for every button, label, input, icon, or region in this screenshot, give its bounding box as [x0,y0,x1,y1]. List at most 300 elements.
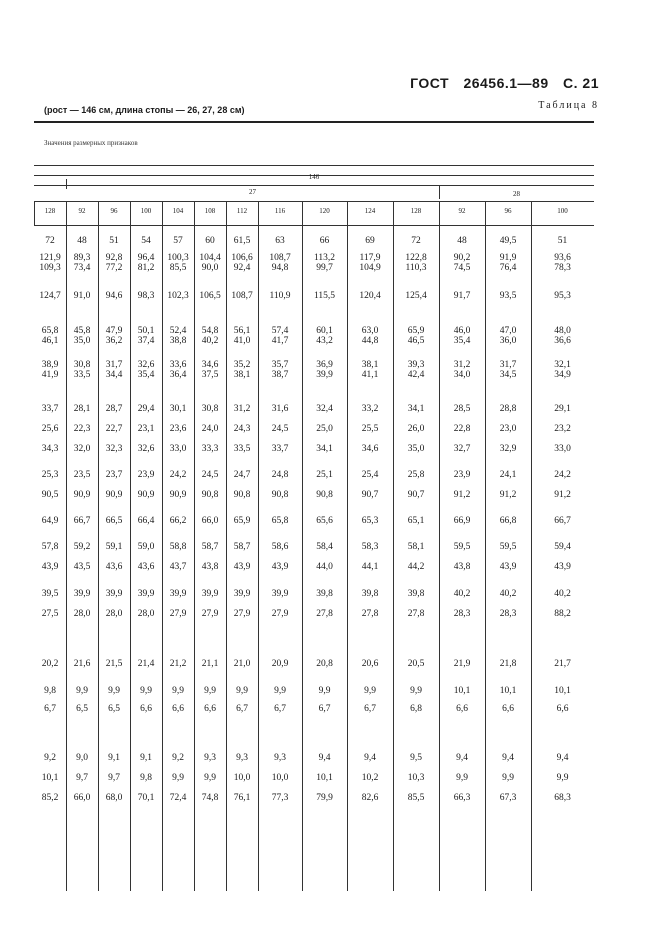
table-cell: 25,8 [407,470,425,480]
table-cell: 66,7 [554,516,571,526]
table-cell: 39,8 [407,589,425,599]
table-cell: 98,3 [137,291,155,301]
table-cell: 39,9 [105,589,123,599]
table-cell: 35,4 [453,336,471,346]
table-cell: 65,1 [407,516,425,526]
column-header: 108 [204,207,216,215]
table-cell: 72,4 [169,793,187,803]
table-cell: 22,7 [105,424,123,434]
table-cell: 66,4 [137,516,155,526]
table-cell: 9,9 [556,773,569,783]
table-cell: 117,9 [359,253,381,263]
table-cell: 21,4 [137,659,155,669]
table-cell: 9,4 [556,753,569,763]
table-cell: 82,6 [361,793,379,803]
table-cell: 6,7 [274,704,286,714]
table-cell: 9,8 [140,773,152,783]
table-cell: 34,1 [407,404,425,414]
table-cell: 108,7 [231,291,253,301]
table-cell: 51 [557,236,568,246]
table-cell: 9,2 [44,753,56,763]
table-cell: 33,5 [233,444,251,454]
table-cell: 27,9 [169,609,187,619]
table-cell: 81,2 [137,263,155,273]
table-cell: 41,7 [271,336,289,346]
table-cell: 9,9 [274,686,286,696]
table-cell: 43,6 [137,562,155,572]
table-cell: 65,8 [41,326,59,336]
table-cell: 34,3 [41,444,59,454]
table-cell: 21,7 [554,659,571,669]
table-cell: 10,1 [453,686,471,696]
table-cell: 10,3 [407,773,425,783]
table-cell: 21,0 [233,659,251,669]
table-cell: 90,8 [316,490,333,500]
table-cell: 93,5 [499,291,517,301]
table-cell: 40,2 [201,336,219,346]
table-cell: 90,8 [233,490,251,500]
table-cell: 28,3 [453,609,471,619]
table-cell: 74,8 [201,793,219,803]
table-cell: 31,7 [105,360,123,370]
table-cell: 25,3 [41,470,59,480]
table-cell: 44,2 [407,562,425,572]
table-cell: 34,9 [554,370,571,380]
table-cell: 10,1 [554,686,571,696]
table-cell: 32,6 [137,360,155,370]
table-cell: 9,9 [456,773,468,783]
table-cell: 41,1 [361,370,379,380]
table-cell: 20,8 [316,659,333,669]
table-cell: 34,5 [499,370,517,380]
table-cell: 50,1 [137,326,155,336]
table-cell: 66,3 [453,793,471,803]
table-cell: 90,2 [453,253,471,263]
column-header: 92 [78,207,86,215]
table-cell: 65,9 [407,326,425,336]
table-cell: 85,5 [407,793,425,803]
table-cell: 21,6 [73,659,91,669]
table-cell: 60,1 [316,326,333,336]
table-cell: 32,3 [105,444,123,454]
column-header: 96 [504,207,512,215]
table-cell: 33,3 [201,444,219,454]
table-cell: 6,6 [204,704,216,714]
table-cell: 6,6 [172,704,184,714]
table-cell: 22,3 [73,424,91,434]
table-cell: 21,5 [105,659,123,669]
table-number: Таблица 8 [538,100,599,111]
table-cell: 39,9 [316,370,333,380]
table-cell: 43,2 [316,336,333,346]
table-caption: Значения размерных признаков [44,139,138,147]
table-cell: 6,6 [456,704,468,714]
table-cell: 77,2 [105,263,123,273]
table-cell: 24,2 [554,470,571,480]
table-cell: 6,6 [556,704,569,714]
group-divider [66,179,67,189]
table-cell: 9,9 [204,686,216,696]
table-cell: 9,4 [502,753,514,763]
table-cell: 34,6 [201,360,219,370]
table-cell: 34,0 [453,370,471,380]
table-cell: 10,1 [41,773,59,783]
table-cell: 60 [205,236,215,246]
table-cell: 35,0 [407,444,425,454]
column-header: 96 [110,207,118,215]
table-cell: 94,8 [271,263,289,273]
table-cell: 43,5 [73,562,91,572]
table-cell: 39,5 [41,589,59,599]
table-cell: 28,7 [105,404,123,414]
table-cell: 57 [173,236,183,246]
table-cell: 108,7 [269,253,291,263]
table-cell: 43,7 [169,562,187,572]
table-cell: 96,4 [137,253,155,263]
table-cell: 6,5 [76,704,88,714]
table-cell: 41,0 [233,336,251,346]
table-cell: 61,5 [233,236,251,246]
table-rule [34,225,594,226]
table-cell: 46,5 [407,336,425,346]
table-cell: 33,2 [361,404,379,414]
table-cell: 90,7 [361,490,379,500]
table-cell: 24,7 [233,470,251,480]
table-cell: 59,5 [453,542,471,552]
table-cell: 40,2 [554,589,571,599]
table-cell: 9,0 [76,753,88,763]
table-cell: 28,0 [105,609,123,619]
table-cell: 33,0 [169,444,187,454]
table-cell: 90,7 [407,490,425,500]
table-cell: 28,0 [137,609,155,619]
table-cell: 20,6 [361,659,379,669]
table-cell: 120,4 [359,291,381,301]
table-cell: 24,8 [271,470,289,480]
table-cell: 9,9 [76,686,88,696]
table-cell: 45,8 [73,326,91,336]
table-cell: 58,7 [233,542,251,552]
table-cell: 43,9 [271,562,289,572]
table-cell: 48 [457,236,467,246]
table-cell: 31,2 [453,360,471,370]
table-cell: 42,4 [407,370,425,380]
table-cell: 85,5 [169,263,187,273]
page-header [400,75,599,91]
table-cell: 74,5 [453,263,471,273]
table-cell: 66,7 [73,516,91,526]
table-cell: 121,9 [39,253,61,263]
table-cell: 9,9 [140,686,152,696]
table-cell: 10,0 [271,773,289,783]
table-cell: 23,0 [499,424,517,434]
table-rule [34,201,594,202]
table-cell: 27,8 [407,609,425,619]
table-cell: 57,4 [271,326,289,336]
table-cell: 77,3 [271,793,289,803]
table-cell: 41,9 [41,370,59,380]
table-cell: 54,8 [201,326,219,336]
table-cell: 26,0 [407,424,425,434]
table-cell: 76,4 [499,263,517,273]
column-header: 124 [364,207,376,215]
table-cell: 31,2 [233,404,251,414]
table-cell: 91,7 [453,291,471,301]
table-cell: 21,9 [453,659,471,669]
table-cell: 70,1 [137,793,155,803]
table-cell: 92,8 [105,253,123,263]
table-cell: 44,0 [316,562,333,572]
table-cell: 40,2 [499,589,517,599]
table-cell: 65,3 [361,516,379,526]
top-rule [34,121,594,123]
table-cell: 90,5 [41,490,59,500]
table-cell: 85,2 [41,793,59,803]
table-cell: 24,1 [499,470,517,480]
table-cell: 6,8 [410,704,422,714]
table-cell: 9,7 [108,773,120,783]
table-cell: 106,6 [231,253,253,263]
table-cell: 90,9 [105,490,123,500]
table-cell: 9,3 [274,753,286,763]
table-cell: 68,3 [554,793,571,803]
column-header: 120 [319,207,330,215]
table-cell: 32,0 [73,444,91,454]
table-cell: 36,9 [316,360,333,370]
table-cell: 32,6 [137,444,155,454]
table-cell: 46,0 [453,326,471,336]
table-cell: 73,4 [73,263,91,273]
table-cell: 34,1 [316,444,333,454]
table-cell: 9,8 [44,686,56,696]
table-cell: 66,0 [201,516,219,526]
table-cell: 39,8 [361,589,379,599]
table-cell: 25,1 [316,470,333,480]
table-cell: 23,9 [453,470,471,480]
table-cell: 59,5 [499,542,517,552]
table-cell: 9,4 [456,753,468,763]
table-cell: 95,3 [554,291,571,301]
table-cell: 24,2 [169,470,187,480]
table-cell: 28,8 [499,404,517,414]
table-cell: 9,3 [236,753,248,763]
column-header: 100 [140,207,152,215]
table-cell: 21,2 [169,659,187,669]
table-cell: 68,0 [105,793,123,803]
table-rule [34,185,594,186]
table-cell: 43,6 [105,562,123,572]
table-cell: 9,9 [172,686,184,696]
table-cell: 30,8 [73,360,91,370]
table-cell: 43,8 [201,562,219,572]
table-cell: 22,8 [453,424,471,434]
table-cell: 32,1 [554,360,571,370]
table-cell: 34,6 [361,444,379,454]
table-cell: 58,3 [361,542,379,552]
table-cell: 58,8 [169,542,187,552]
table-cell: 58,1 [407,542,425,552]
table-cell: 106,5 [199,291,221,301]
table-cell: 23,9 [137,470,155,480]
table-cell: 59,4 [554,542,571,552]
table-cell: 37,4 [137,336,155,346]
table-cell: 9,9 [318,686,331,696]
table-cell: 58,7 [201,542,219,552]
table-cell: 28,5 [453,404,471,414]
table-cell: 124,7 [39,291,61,301]
table-cell: 47,9 [105,326,123,336]
table-cell: 6,7 [236,704,248,714]
table-cell: 6,7 [44,704,56,714]
table-cell: 20,2 [41,659,59,669]
table-cell: 102,3 [167,291,189,301]
table-cell: 27,9 [271,609,289,619]
table-cell: 6,5 [108,704,120,714]
column-divider [34,201,35,225]
table-cell: 9,4 [318,753,331,763]
table-cell: 29,1 [554,404,571,414]
table-cell: 43,9 [233,562,251,572]
table-cell: 39,9 [169,589,187,599]
table-cell: 47,0 [499,326,517,336]
table-cell: 24,5 [271,424,289,434]
table-cell: 6,7 [318,704,331,714]
table-cell: 36,6 [554,336,571,346]
table-cell: 76,1 [233,793,251,803]
table-cell: 25,4 [361,470,379,480]
table-cell: 89,3 [73,253,91,263]
table-cell: 32,7 [453,444,471,454]
table-cell: 66,5 [105,516,123,526]
table-cell: 78,3 [554,263,571,273]
table-cell: 36,2 [105,336,123,346]
table-cell: 57,8 [41,542,59,552]
table-cell: 35,4 [137,370,155,380]
table-cell: 44,1 [361,562,379,572]
table-cell: 20,5 [407,659,425,669]
table-cell: 38,1 [233,370,251,380]
table-cell: 33,0 [554,444,571,454]
table-cell: 109,3 [39,263,61,273]
table-cell: 115,5 [313,291,336,301]
table-cell: 34,4 [105,370,123,380]
table-cell: 40,2 [453,589,471,599]
table-cell: 94,6 [105,291,123,301]
table-cell: 125,4 [405,291,427,301]
table-cell: 66,8 [499,516,517,526]
table-cell: 28,3 [499,609,517,619]
table-cell: 44,8 [361,336,379,346]
table-cell: 91,0 [73,291,91,301]
table-cell: 25,5 [361,424,379,434]
table-cell: 20,9 [271,659,289,669]
table-cell: 48,0 [554,326,571,336]
table-cell: 33,6 [169,360,187,370]
table-cell: 92,4 [233,263,251,273]
table-cell: 27,9 [233,609,251,619]
table-cell: 51 [109,236,119,246]
table-cell: 9,9 [502,773,514,783]
table-cell: 79,9 [316,793,333,803]
table-cell: 58,4 [316,542,333,552]
table-cell: 10,1 [499,686,517,696]
table-cell: 27,9 [201,609,219,619]
table-cell: 31,6 [271,404,289,414]
table-cell: 30,8 [201,404,219,414]
table-cell: 90,0 [201,263,219,273]
table-cell: 65,6 [316,516,333,526]
table-cell: 9,4 [364,753,376,763]
table-cell: 9,9 [364,686,376,696]
table-cell: 6,7 [364,704,376,714]
table-cell: 93,6 [554,253,571,263]
table-rule [34,165,594,166]
table-cell: 39,8 [316,589,333,599]
table-cell: 46,1 [41,336,59,346]
height-header: 146 [308,173,320,181]
table-cell: 25,6 [41,424,59,434]
table-cell: 113,2 [313,253,336,263]
table-cell: 88,2 [554,609,571,619]
table-cell: 38,7 [271,370,289,380]
table-cell: 23,7 [105,470,123,480]
table-cell: 23,6 [169,424,187,434]
table-cell: 90,9 [169,490,187,500]
column-header: 116 [274,207,286,215]
table-cell: 9,2 [172,753,184,763]
table-cell: 33,7 [271,444,289,454]
table-cell: 27,8 [316,609,333,619]
table-cell: 39,9 [271,589,289,599]
table-cell: 59,0 [137,542,155,552]
table-cell: 30,1 [169,404,187,414]
table-cell: 59,1 [105,542,123,552]
table-cell: 90,8 [201,490,219,500]
table-cell: 32,4 [316,404,333,414]
table-cell: 9,1 [108,753,120,763]
table-cell: 90,8 [271,490,289,500]
table-cell: 72 [45,236,55,246]
table-cell: 91,9 [499,253,517,263]
table-cell: 9,9 [236,686,248,696]
table-cell: 10,1 [316,773,333,783]
table-cell: 43,9 [554,562,571,572]
table-cell: 9,9 [108,686,120,696]
table-cell: 35,0 [73,336,91,346]
table-cell: 10,2 [361,773,379,783]
table-cell: 27,8 [361,609,379,619]
table-cell: 21,8 [499,659,517,669]
table-cell: 110,3 [405,263,427,273]
table-cell: 66,9 [453,516,471,526]
table-cell: 49,5 [499,236,517,246]
table-cell: 69 [365,236,375,246]
table-cell: 32,9 [499,444,517,454]
table-cell: 36,4 [169,370,187,380]
table-cell: 91,2 [554,490,571,500]
table-cell: 35,2 [233,360,251,370]
table-cell: 56,1 [233,326,251,336]
table-subtitle: (рост — 146 см, длина стопы — 26, 27, 28 см) [44,105,245,115]
table-cell: 36,0 [499,336,517,346]
table-cell: 91,2 [453,490,471,500]
table-cell: 28,1 [73,404,91,414]
table-cell: 90,9 [137,490,155,500]
table-cell: 100,3 [167,253,189,263]
table-cell: 21,1 [201,659,219,669]
table-cell: 66,2 [169,516,187,526]
table-cell: 38,9 [41,360,59,370]
